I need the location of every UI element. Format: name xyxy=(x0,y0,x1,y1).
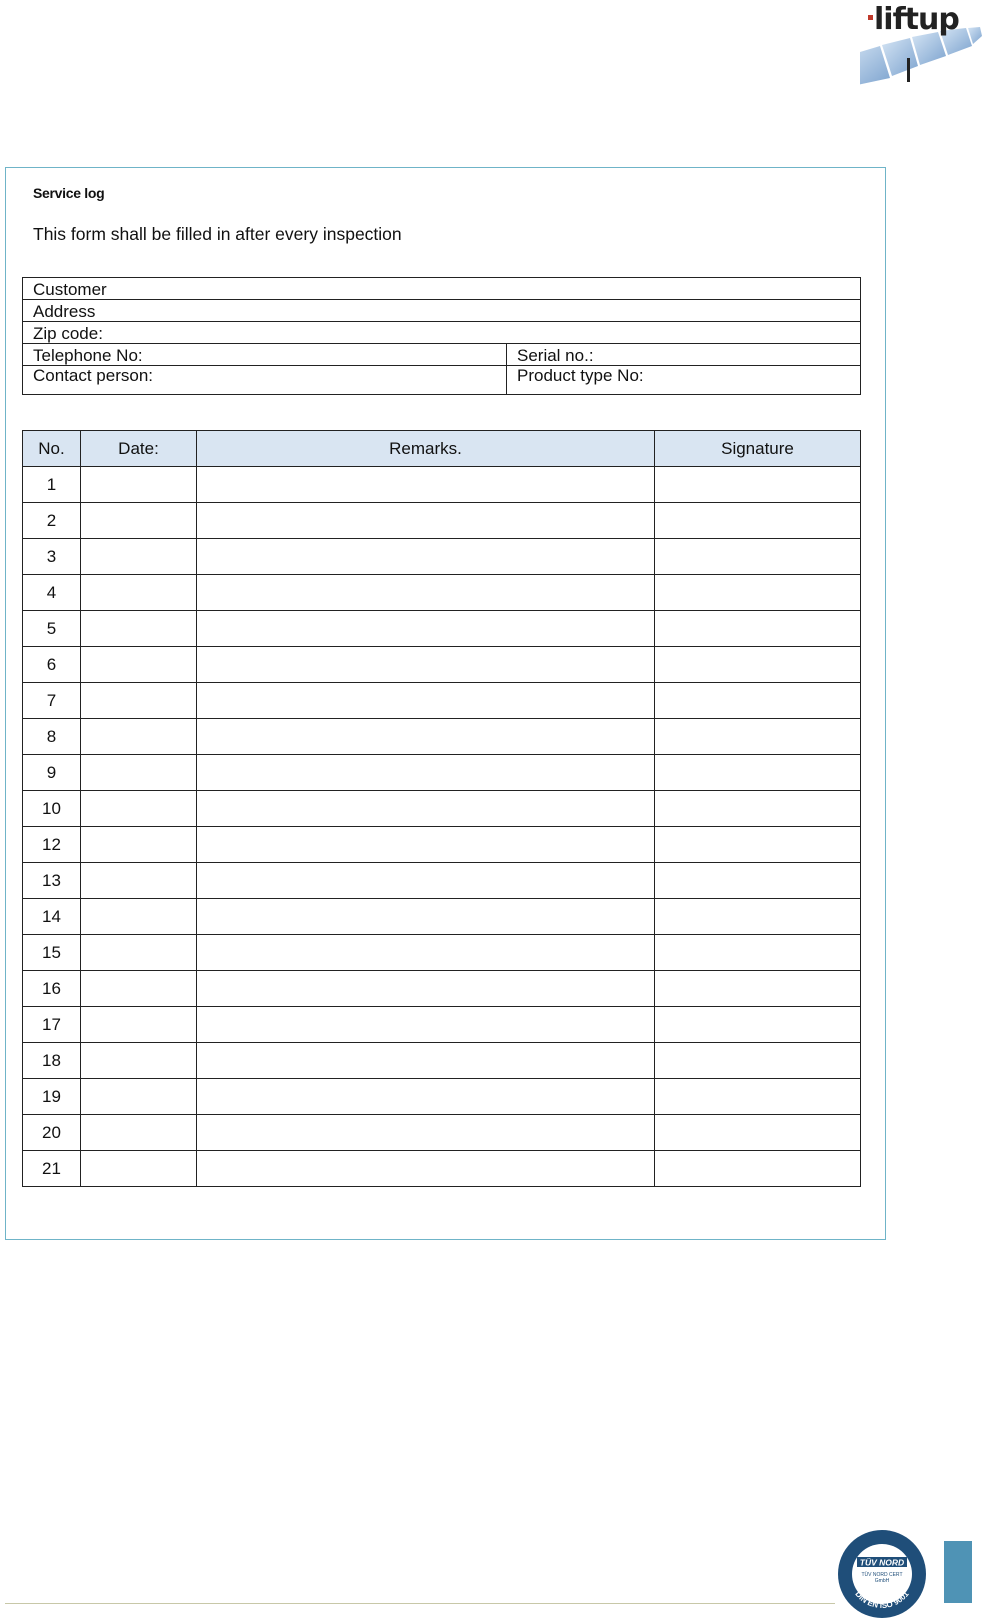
remarks-cell[interactable] xyxy=(197,503,655,539)
table-row xyxy=(23,1151,861,1187)
date-cell[interactable] xyxy=(81,611,197,647)
page-tab-marker xyxy=(944,1541,972,1603)
remarks-cell[interactable] xyxy=(197,611,655,647)
table-row xyxy=(23,467,861,503)
signature-cell[interactable] xyxy=(655,1007,861,1043)
date-cell[interactable] xyxy=(81,791,197,827)
row-number: 6 xyxy=(23,647,81,683)
row-number: 3 xyxy=(23,539,81,575)
service-log-table xyxy=(22,430,861,1187)
certification-seal-icon xyxy=(835,1529,929,1619)
remarks-cell[interactable] xyxy=(197,719,655,755)
row-number: 13 xyxy=(23,863,81,899)
header-remarks: Remarks. xyxy=(197,431,655,467)
form-title: Service log xyxy=(33,185,105,201)
footer-divider xyxy=(5,1603,835,1604)
row-number: 17 xyxy=(23,1007,81,1043)
signature-cell[interactable] xyxy=(655,1043,861,1079)
table-row xyxy=(23,683,861,719)
remarks-cell[interactable] xyxy=(197,755,655,791)
signature-cell[interactable] xyxy=(655,899,861,935)
row-number: 12 xyxy=(23,827,81,863)
form-subtitle: This form shall be filled in after every inspection xyxy=(33,224,402,244)
row-number: 8 xyxy=(23,719,81,755)
contact-person-field[interactable]: Contact person: xyxy=(23,366,507,395)
signature-cell[interactable] xyxy=(655,503,861,539)
log-body xyxy=(23,467,861,1187)
serial-no-field[interactable]: Serial no.: xyxy=(507,344,861,366)
table-row xyxy=(23,575,861,611)
signature-cell[interactable] xyxy=(655,755,861,791)
signature-cell[interactable] xyxy=(655,935,861,971)
table-row xyxy=(23,863,861,899)
date-cell[interactable] xyxy=(81,899,197,935)
row-number: 14 xyxy=(23,899,81,935)
date-cell[interactable] xyxy=(81,1079,197,1115)
table-row xyxy=(23,1007,861,1043)
customer-field[interactable]: Customer xyxy=(23,278,861,300)
date-cell[interactable] xyxy=(81,971,197,1007)
date-cell[interactable] xyxy=(81,575,197,611)
log-header-row xyxy=(23,431,861,467)
row-number: 10 xyxy=(23,791,81,827)
liftup-logo xyxy=(860,0,1000,92)
row-number: 18 xyxy=(23,1043,81,1079)
table-row xyxy=(23,503,861,539)
signature-cell[interactable] xyxy=(655,1079,861,1115)
signature-cell[interactable] xyxy=(655,611,861,647)
remarks-cell[interactable] xyxy=(197,935,655,971)
date-cell[interactable] xyxy=(81,503,197,539)
remarks-cell[interactable] xyxy=(197,1043,655,1079)
date-cell[interactable] xyxy=(81,863,197,899)
info-row-contact xyxy=(23,366,861,395)
remarks-cell[interactable] xyxy=(197,647,655,683)
remarks-cell[interactable] xyxy=(197,971,655,1007)
address-field[interactable]: Address xyxy=(23,300,861,322)
row-number: 21 xyxy=(23,1151,81,1187)
date-cell[interactable] xyxy=(81,1151,197,1187)
cert-standard-text: DIN EN ISO 9001 xyxy=(853,1589,911,1611)
signature-cell[interactable] xyxy=(655,1115,861,1151)
table-row xyxy=(23,1043,861,1079)
date-cell[interactable] xyxy=(81,1115,197,1151)
remarks-cell[interactable] xyxy=(197,899,655,935)
signature-cell[interactable] xyxy=(655,827,861,863)
signature-cell[interactable] xyxy=(655,791,861,827)
table-row xyxy=(23,647,861,683)
remarks-cell[interactable] xyxy=(197,683,655,719)
row-number: 16 xyxy=(23,971,81,1007)
date-cell[interactable] xyxy=(81,935,197,971)
signature-cell[interactable] xyxy=(655,647,861,683)
date-cell[interactable] xyxy=(81,1043,197,1079)
remarks-cell[interactable] xyxy=(197,1007,655,1043)
date-cell[interactable] xyxy=(81,1007,197,1043)
date-cell[interactable] xyxy=(81,539,197,575)
remarks-cell[interactable] xyxy=(197,1151,655,1187)
table-row xyxy=(23,755,861,791)
zip-code-field[interactable]: Zip code: xyxy=(23,322,861,344)
date-cell[interactable] xyxy=(81,467,197,503)
signature-cell[interactable] xyxy=(655,719,861,755)
row-number: 19 xyxy=(23,1079,81,1115)
remarks-cell[interactable] xyxy=(197,863,655,899)
date-cell[interactable] xyxy=(81,719,197,755)
row-number: 2 xyxy=(23,503,81,539)
remarks-cell[interactable] xyxy=(197,467,655,503)
signature-cell[interactable] xyxy=(655,971,861,1007)
remarks-cell[interactable] xyxy=(197,1079,655,1115)
remarks-cell[interactable] xyxy=(197,791,655,827)
header-date: Date: xyxy=(81,431,197,467)
signature-cell[interactable] xyxy=(655,467,861,503)
telephone-field[interactable]: Telephone No: xyxy=(23,344,507,366)
remarks-cell[interactable] xyxy=(197,1115,655,1151)
logo-wordmark: liftup xyxy=(874,2,959,37)
remarks-cell[interactable] xyxy=(197,575,655,611)
table-row xyxy=(23,791,861,827)
row-number: 5 xyxy=(23,611,81,647)
table-row xyxy=(23,539,861,575)
table-row xyxy=(23,719,861,755)
cert-line1-text: TÜV NORD CERT xyxy=(861,1572,903,1578)
date-cell[interactable] xyxy=(81,647,197,683)
remarks-cell[interactable] xyxy=(197,827,655,863)
table-row xyxy=(23,1079,861,1115)
row-number: 7 xyxy=(23,683,81,719)
signature-cell[interactable] xyxy=(655,683,861,719)
product-type-field[interactable]: Product type No: xyxy=(507,366,861,395)
signature-cell[interactable] xyxy=(655,575,861,611)
info-row-customer xyxy=(23,278,861,300)
info-row-address xyxy=(23,300,861,322)
table-row xyxy=(23,971,861,1007)
tuv-certification-seal xyxy=(835,1529,929,1619)
table-row xyxy=(23,899,861,935)
row-number: 20 xyxy=(23,1115,81,1151)
row-number: 4 xyxy=(23,575,81,611)
date-cell[interactable] xyxy=(81,755,197,791)
signature-cell[interactable] xyxy=(655,539,861,575)
table-row xyxy=(23,1115,861,1151)
table-row xyxy=(23,827,861,863)
info-row-zip xyxy=(23,322,861,344)
row-number: 9 xyxy=(23,755,81,791)
info-row-telephone xyxy=(23,344,861,366)
remarks-cell[interactable] xyxy=(197,539,655,575)
header-signature: Signature xyxy=(655,431,861,467)
signature-cell[interactable] xyxy=(655,1151,861,1187)
cert-line2-text: GmbH xyxy=(874,1578,890,1584)
header-no: No. xyxy=(23,431,81,467)
table-row xyxy=(23,611,861,647)
signature-cell[interactable] xyxy=(655,863,861,899)
table-row xyxy=(23,935,861,971)
date-cell[interactable] xyxy=(81,827,197,863)
row-number: 15 xyxy=(23,935,81,971)
customer-info-table xyxy=(22,277,861,395)
row-number: 1 xyxy=(23,467,81,503)
cert-brand-text: TÜV NORD xyxy=(859,1557,905,1568)
date-cell[interactable] xyxy=(81,683,197,719)
